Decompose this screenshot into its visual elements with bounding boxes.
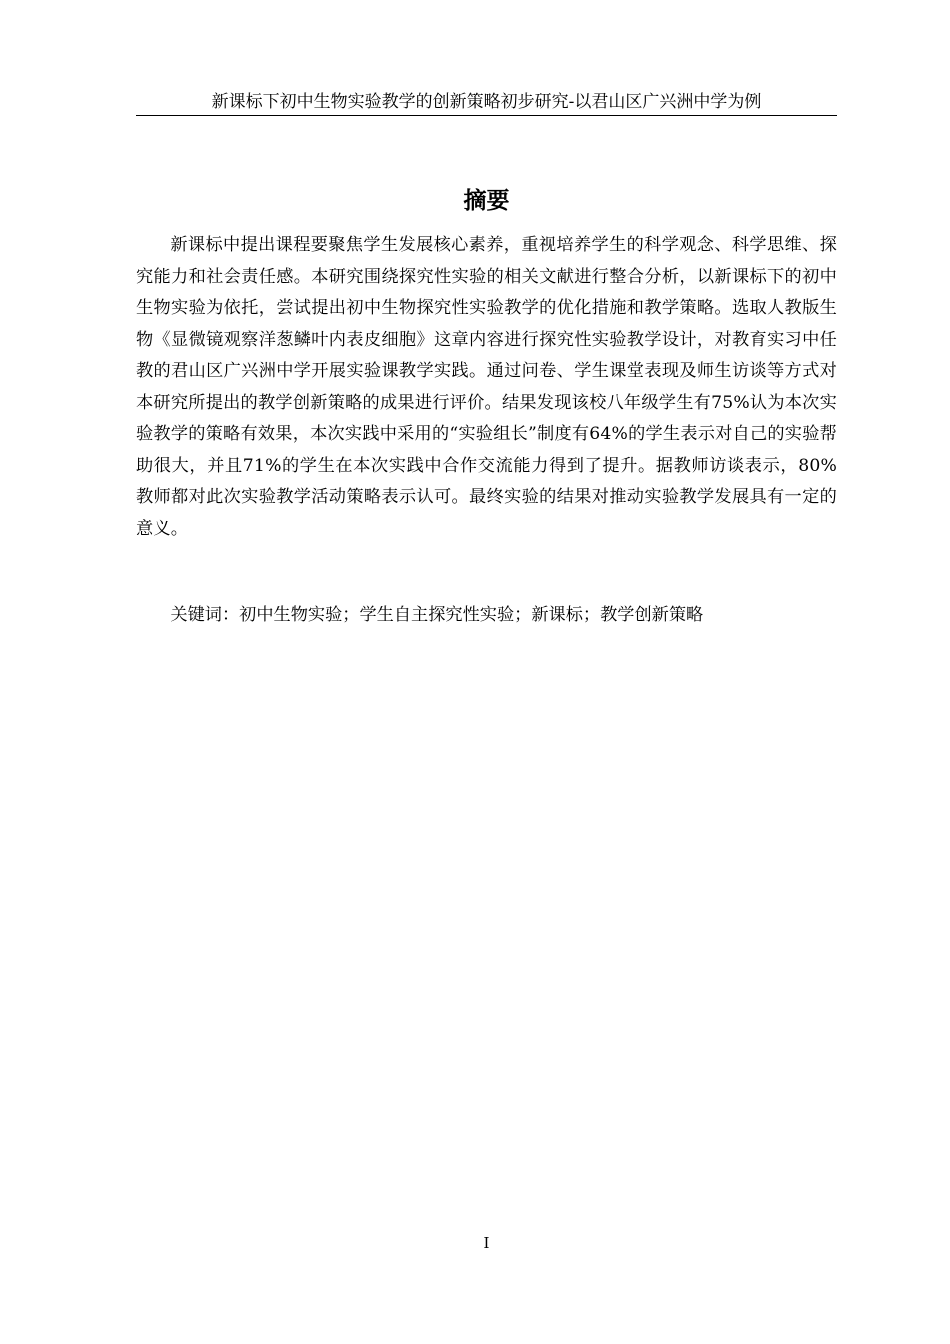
running-title: 新课标下初中生物实验教学的创新策略初步研究-以君山区广兴洲中学为例 bbox=[211, 92, 762, 112]
abstract-paragraph: 新课标中提出课程要聚焦学生发展核心素养，重视培养学生的科学观念、科学思维、探究能力和社会责任感。本研究围绕探究性实验的相关文献进行整合分析，以新课标下的初中生物实验为依托，尝试提出初中生物探究性实验教学的优化措施和教学策略。选取人教版生物《显微镜观察洋葱鳞叶内表皮细胞》这章内容进行探究性实验教学设计，对教育实习中任教的君山区广兴洲中学开展实验课教学实践。通过问卷、学生课堂表现及师生访谈等方式对本研究所提出的教学创新策略的成果进行评价。结果发现该校八年级学生有75%认为本次实验教学的策略有效果，本次实践中采用的“实验组长”制度有64%的学生表示对自己的实验帮助很大，并且71%的学生在本次实践中合作交流能力得到了提升。据教师访谈表示，80%教师都对此次实验教学活动策略表示认可。最终实验的结果对推动实验教学发展具有一定的意义。 bbox=[136, 235, 837, 539]
page-number: I bbox=[483, 1234, 490, 1252]
running-header bbox=[136, 91, 837, 116]
keywords-line: 关键词：初中生物实验；学生自主探究性实验；新课标；教学创新策略 bbox=[170, 605, 704, 625]
abstract-title: 摘要 bbox=[463, 188, 510, 214]
